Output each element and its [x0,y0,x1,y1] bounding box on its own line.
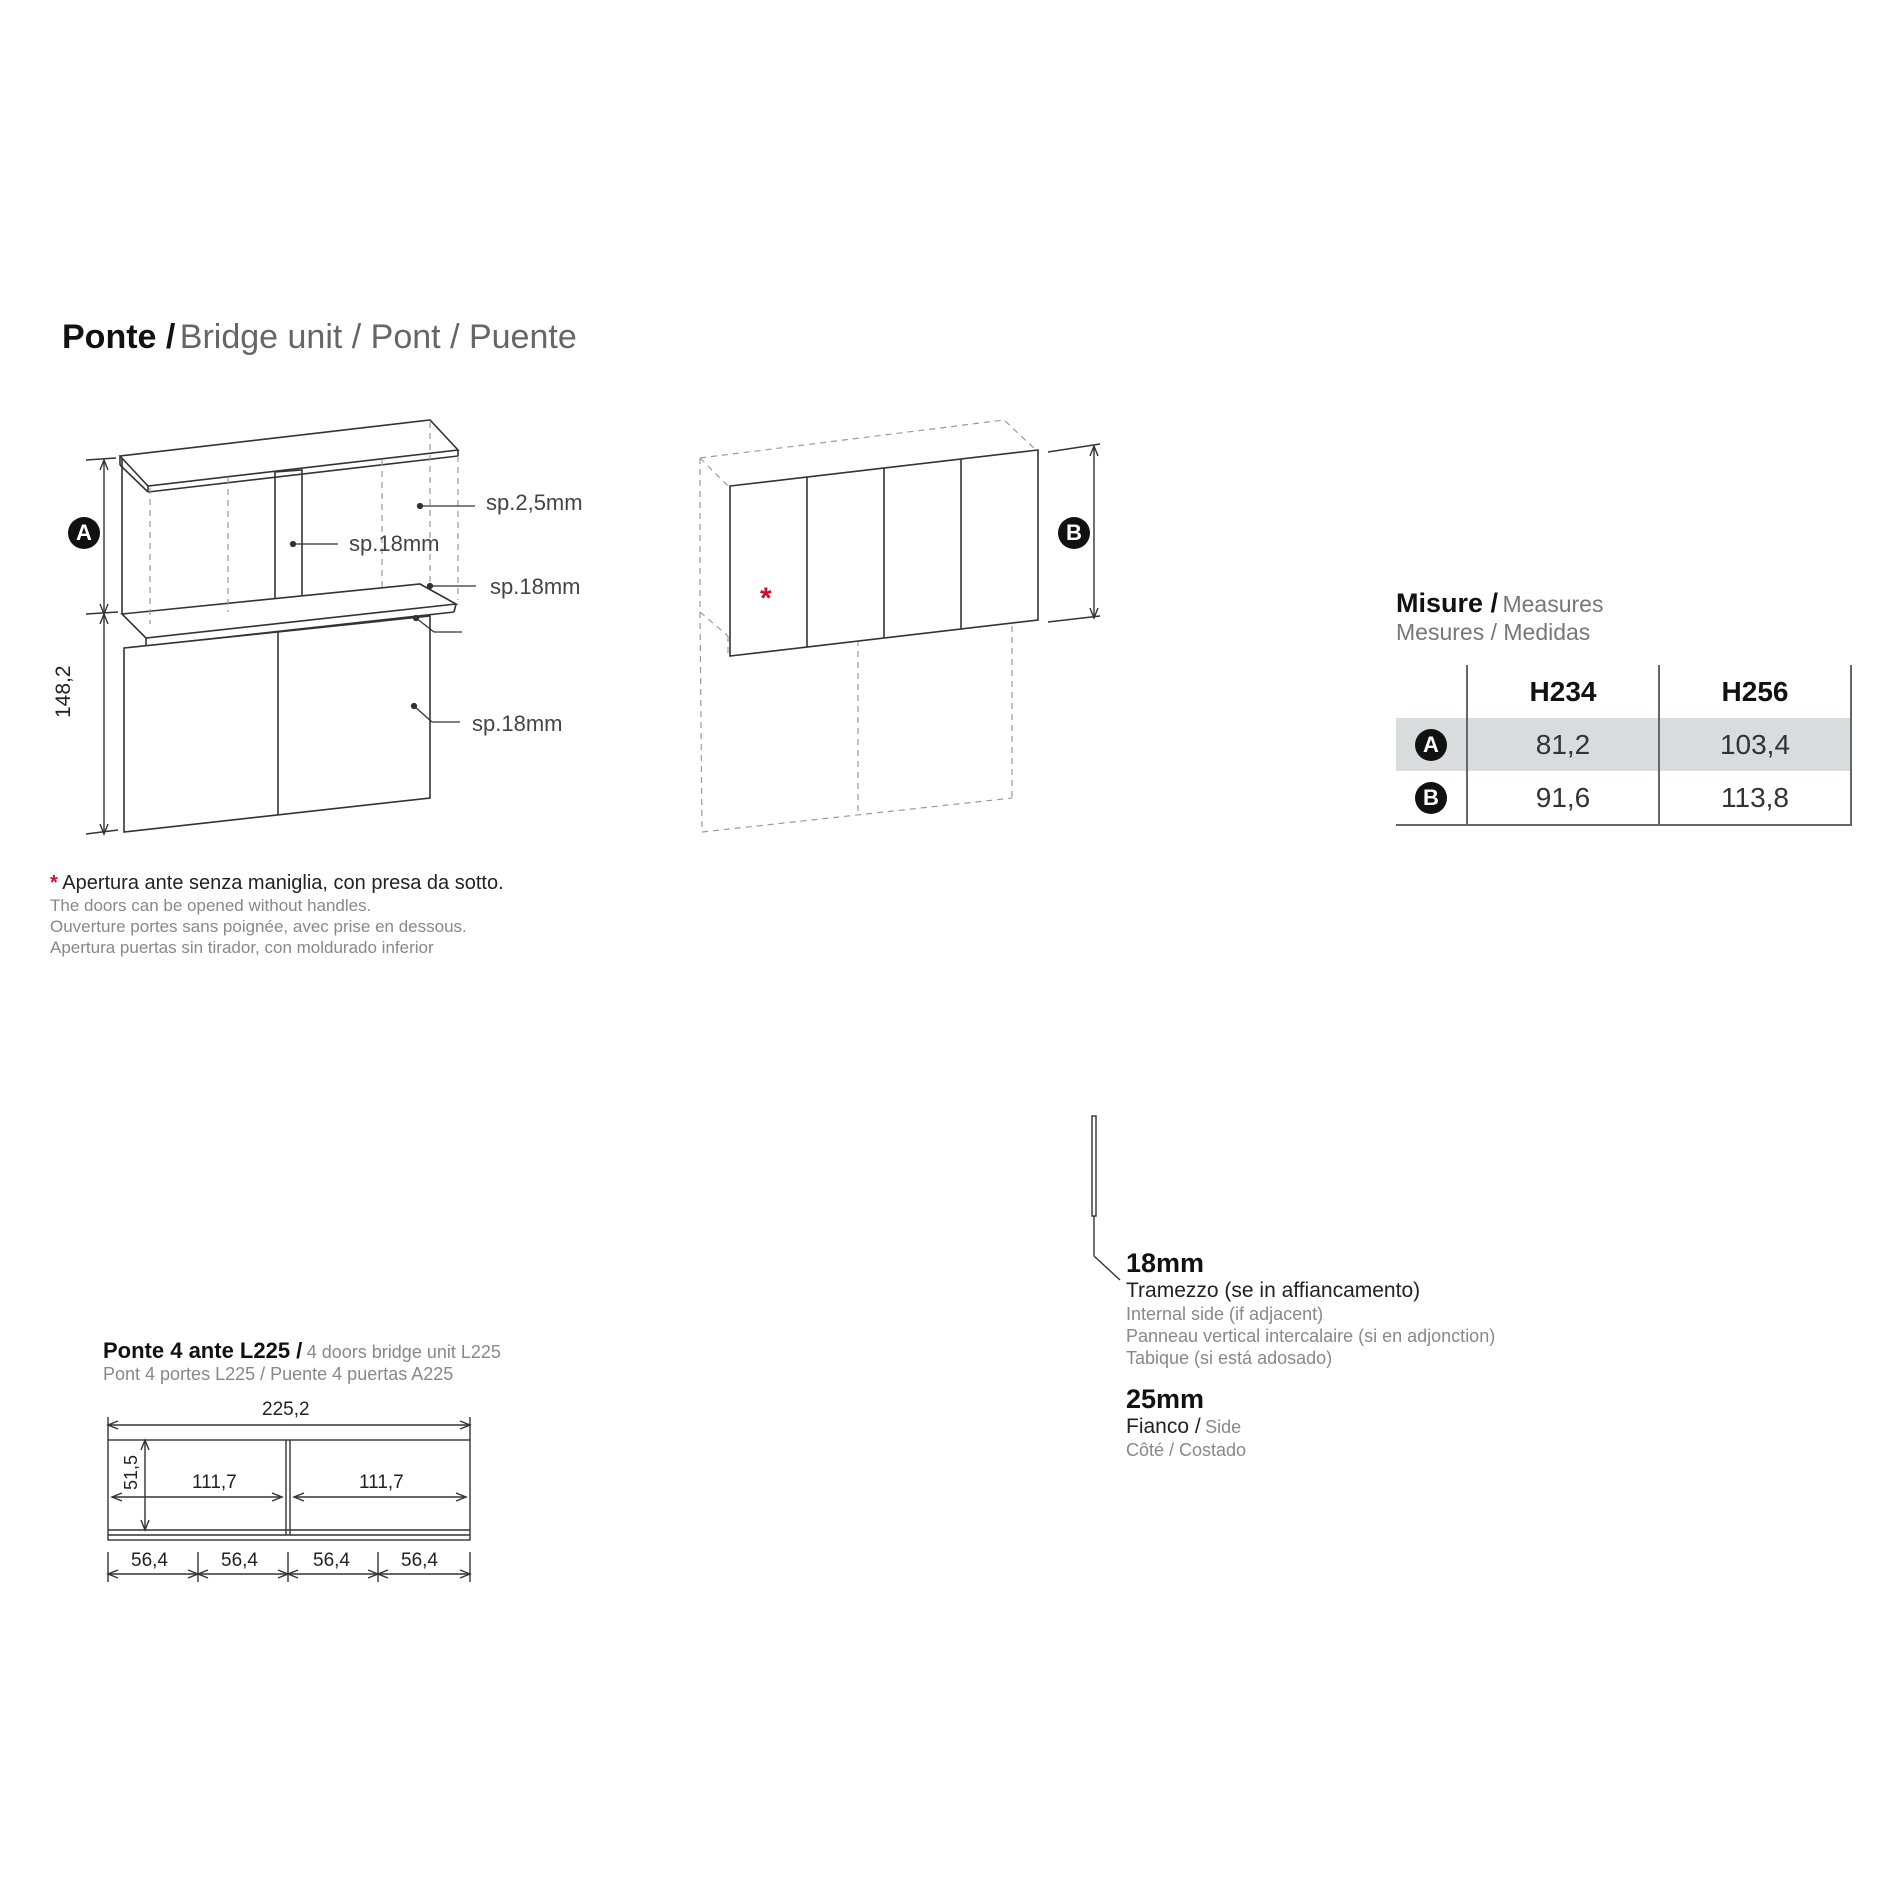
column-h234: H234 [1467,665,1659,718]
panel-25mm-it: Fianco / [1126,1415,1201,1438]
plan-heading [103,1338,501,1385]
panel-25mm-title: 25mm [1126,1384,1205,1414]
label-sp-2-5mm: sp.2,5mm [486,490,583,515]
plan-door-3: 56,4 [313,1550,350,1571]
badge-a: A [68,517,100,549]
panel-18mm-title: 18mm [1126,1248,1205,1278]
panel-25mm-fr-es: Côté / Costado [1126,1440,1247,1460]
plan-door-2: 56,4 [221,1550,258,1571]
panel-section-drawing [1092,1116,1120,1280]
bridge-unit-drawing-right [700,420,1100,832]
measures-header-row [1396,665,1851,718]
measures-heading [1396,588,1603,646]
row-badge-b: B [1415,782,1447,814]
measures-subtitle: Mesures / Medidas [1396,619,1591,645]
plan-title-light: 4 doors bridge unit L225 [306,1342,501,1362]
panel-18mm-it: Tramezzo (se in affiancamento) [1126,1279,1421,1302]
note-es: Apertura puertas sin tirador, con moldurado inferior [50,938,434,957]
label-sp-18mm-doors: sp.18mm [472,711,563,736]
plan-width-total: 225,2 [262,1399,310,1420]
lower-doors [124,616,430,832]
doors-note [50,872,504,958]
cell-a-h256: 103,4 [1659,718,1851,771]
note-fr: Ouverture portes sans poignée, avec prise en dessous. [50,917,467,936]
plan-subtitle: Pont 4 portes L225 / Puente 4 puertas A225 [103,1364,454,1384]
note-it: Apertura ante senza maniglia, con presa da sotto. [62,872,504,894]
measures-table [1396,665,1852,826]
panel-18mm-info [1126,1248,1495,1369]
note-en: The doors can be opened without handles. [50,896,372,915]
panel-18mm-en: Internal side (if adjacent) [1126,1304,1324,1324]
measures-title-light: Measures [1502,591,1604,617]
panel-18mm-es: Tabique (si está adosado) [1126,1348,1333,1368]
panel-18mm-fr: Panneau vertical intercalaire (si en adjonction) [1126,1326,1496,1346]
badge-b: B [1058,517,1090,549]
cell-b-h256: 113,8 [1659,771,1851,825]
table-row [1396,718,1851,771]
plan-depth: 51,5 [121,1454,141,1490]
label-sp-18mm-divider: sp.18mm [349,531,440,556]
panel-25mm-info [1126,1384,1246,1461]
plan-half-left: 111,7 [192,1472,237,1493]
plan-half-right: 111,7 [359,1472,404,1493]
table-row [1396,771,1851,825]
note-asterisk: * [50,872,58,894]
cell-b-h234: 91,6 [1467,771,1659,825]
height-dimension-label: 148,2 [52,665,75,718]
page-title-light: Bridge unit / Pont / Puente [179,318,577,356]
page-title-bold: Ponte / [62,318,176,356]
panel-25mm-en: Side [1205,1417,1242,1437]
row-badge-a: A [1415,729,1447,761]
central-divider-panel [275,470,302,600]
plan-title-bold: Ponte 4 ante L225 / [103,1338,303,1363]
plan-door-4: 56,4 [401,1550,438,1571]
cell-a-h234: 81,2 [1467,718,1659,771]
label-sp-18mm-shelf: sp.18mm [490,574,581,599]
asterisk-marker: * [760,582,772,615]
column-h256: H256 [1659,665,1851,718]
plan-door-1: 56,4 [131,1550,168,1571]
measures-title-bold: Misure / [1396,588,1499,618]
